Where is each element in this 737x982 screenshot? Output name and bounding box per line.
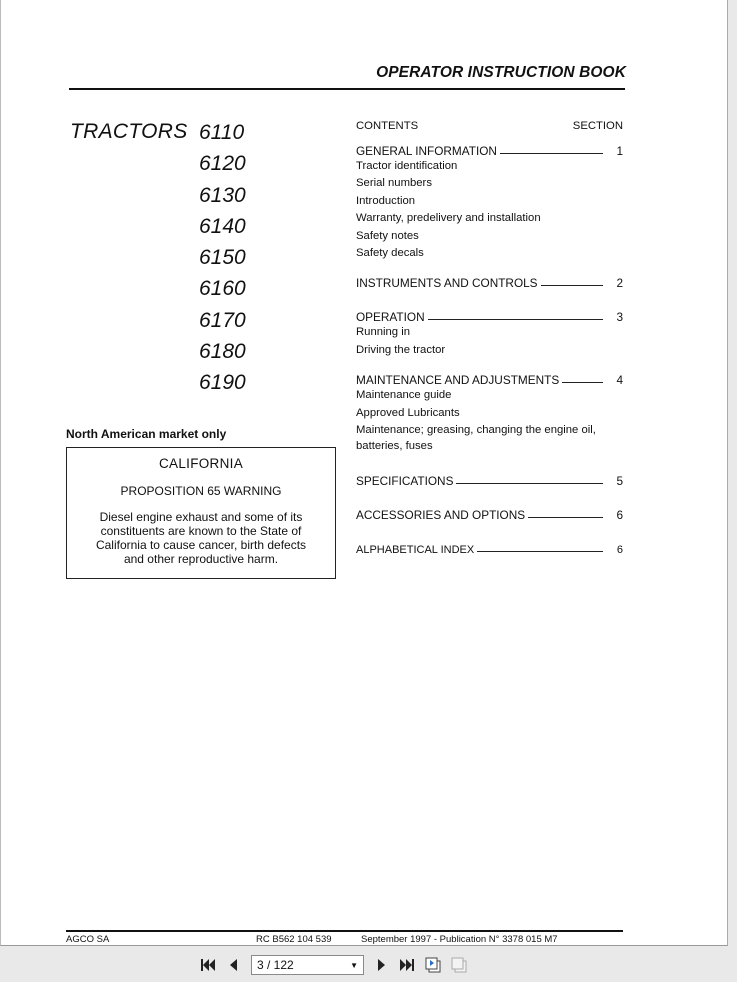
go-back-view-icon[interactable]	[424, 956, 442, 974]
footer-publication: September 1997 - Publication N° 3378 015 M7	[361, 934, 558, 945]
contents-heading: CONTENTS	[356, 120, 419, 132]
section-number: 6	[616, 508, 623, 523]
document-title: OPERATOR INSTRUCTION BOOK	[376, 64, 626, 81]
contents-item: Safety decals	[356, 247, 424, 260]
contents-item: Introduction	[356, 194, 416, 207]
footer-rule	[66, 930, 623, 932]
model-number: 6110	[199, 121, 245, 144]
section-number: 5	[616, 474, 623, 489]
contents-section[interactable]	[356, 538, 624, 556]
model-number: 6170	[199, 308, 246, 332]
chevron-down-icon: ▼	[350, 960, 358, 970]
warning-text: Diesel engine exhaust and some of its constituents are known to the State of California to cause cancer, birth defects and other reproductive harm.	[95, 510, 307, 566]
contents-item: Safety notes	[356, 229, 419, 242]
model-number: 6160	[199, 277, 246, 301]
market-note: North American market only	[66, 427, 227, 441]
contents-section[interactable]	[356, 369, 624, 387]
contents-header	[356, 120, 624, 140]
model-number: 6130	[199, 183, 246, 207]
leader-line	[528, 517, 603, 518]
contents-section[interactable]	[356, 306, 624, 324]
section-number: 1	[616, 144, 623, 158]
go-forward-view-icon[interactable]	[450, 956, 468, 974]
leader-line	[477, 551, 603, 552]
footer-reference: RC B562 104 539	[256, 934, 332, 945]
section-name: ACCESSORIES AND OPTIONS	[356, 508, 526, 523]
contents-item: Tractor identification	[356, 160, 458, 172]
warning-state: CALIFORNIA	[158, 456, 243, 471]
contents-item: Approved Lubricants	[356, 406, 460, 419]
section-name: MAINTENANCE AND ADJUSTMENTS	[356, 373, 560, 388]
model-number: 6140	[199, 214, 246, 238]
section-number: 3	[616, 310, 623, 325]
next-page-icon[interactable]	[372, 956, 390, 974]
page-indicator: 3 / 122	[257, 958, 294, 972]
contents-section[interactable]	[356, 272, 624, 290]
prop65-warning-box	[66, 447, 336, 579]
page-number-select[interactable]	[251, 955, 364, 975]
contents-item: Serial numbers	[356, 177, 432, 190]
section-name: INSTRUMENTS AND CONTROLS	[356, 276, 538, 291]
contents-section[interactable]	[356, 140, 624, 158]
contents-item: Running in	[356, 326, 411, 339]
section-name: SPECIFICATIONS	[356, 474, 454, 489]
footer-company: AGCO SA	[66, 934, 110, 945]
contents-section[interactable]	[356, 504, 624, 522]
model-number: 6180	[199, 340, 246, 364]
contents-item: Driving the tractor	[356, 343, 446, 356]
contents-item: Maintenance guide	[356, 389, 452, 402]
leader-line	[456, 483, 603, 484]
title-rule	[69, 88, 625, 90]
contents-item: Warranty, predelivery and installation	[356, 212, 541, 225]
section-name: OPERATION	[356, 310, 425, 325]
leader-line	[428, 319, 603, 320]
section-number: 2	[616, 276, 623, 291]
last-page-icon[interactable]	[398, 956, 416, 974]
model-number: 6190	[199, 371, 246, 395]
leader-line	[562, 382, 603, 383]
section-heading: SECTION	[572, 120, 623, 132]
tractors-label: TRACTORS	[70, 120, 188, 143]
contents-list	[356, 120, 624, 556]
section-name: ALPHABETICAL INDEX	[356, 544, 475, 557]
leader-line	[541, 285, 603, 286]
warning-proposition: PROPOSITION 65 WARNING	[120, 484, 282, 498]
model-number: 6120	[199, 152, 246, 176]
contents-section[interactable]	[356, 470, 624, 488]
leader-line	[500, 153, 603, 154]
section-name: GENERAL INFORMATION	[356, 144, 497, 158]
contents-item: Maintenance; greasing, changing the engine oil, batteries, fuses	[356, 424, 596, 453]
model-list	[199, 120, 246, 402]
model-number: 6150	[199, 246, 246, 270]
first-page-icon[interactable]	[199, 956, 217, 974]
section-number: 4	[616, 373, 623, 388]
pdf-navigation-toolbar	[0, 948, 737, 982]
section-number: 6	[616, 544, 623, 557]
previous-page-icon[interactable]	[225, 956, 243, 974]
